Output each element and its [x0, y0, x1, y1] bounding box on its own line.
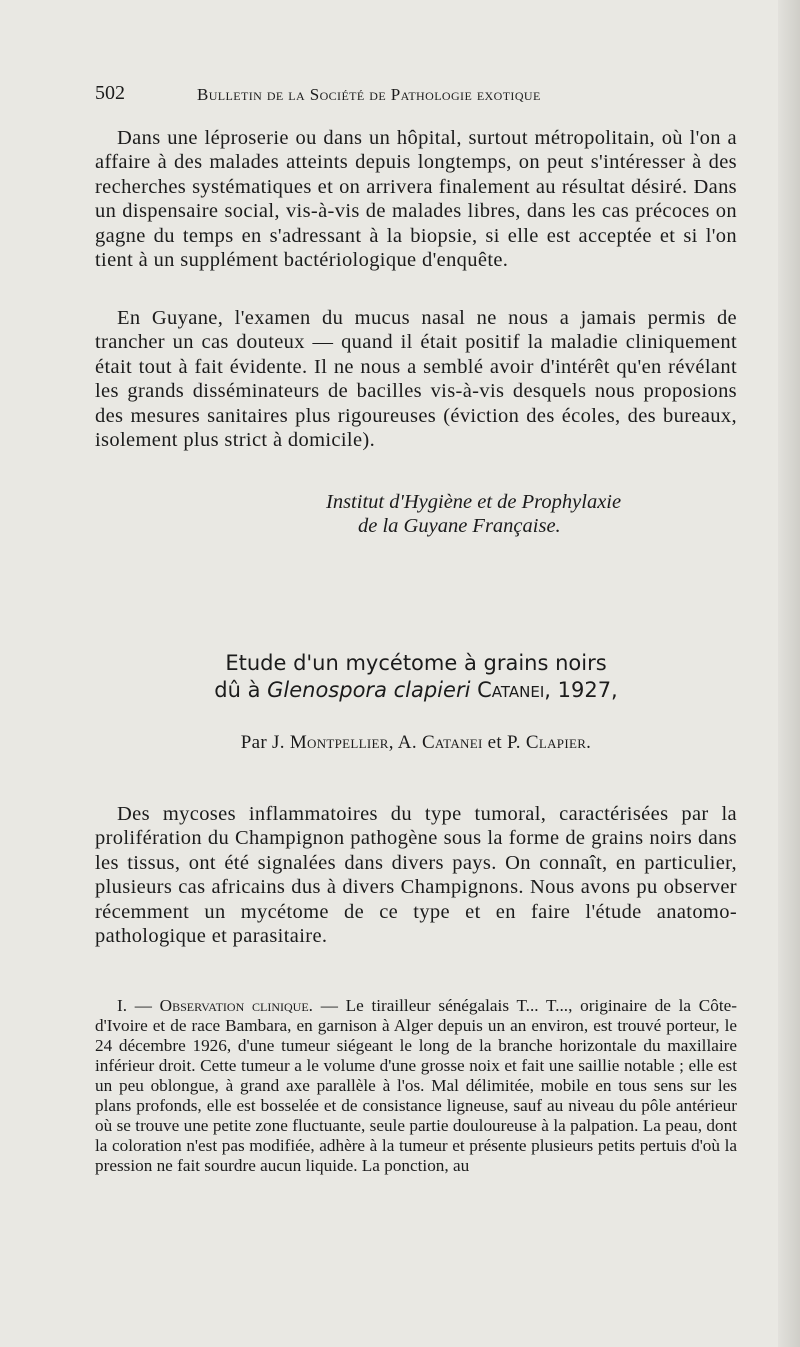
- paragraph-clinical-observation: [95, 996, 737, 1176]
- authors-prefix: Par J.: [240, 732, 285, 753]
- article-title-line-1: Etude d'un mycétome à grains noirs: [225, 651, 607, 675]
- affiliation-line-2: de la Guyane Française.: [358, 515, 561, 537]
- author-separator-2: et P.: [482, 732, 521, 753]
- author-catanei: Catanei: [421, 732, 483, 753]
- title-year: , 1927,: [544, 678, 618, 702]
- running-head: Bulletin de la Société de Pathologie exotique: [197, 85, 541, 104]
- page-edge-shadow: [778, 0, 800, 1347]
- article-authors: [95, 732, 737, 754]
- page-header: [95, 82, 745, 108]
- article-title-line-2: [95, 677, 737, 704]
- paragraph-leprosy-research: Dans une léproserie ou dans un hôpital, surtout métropolitain, où l'on a affaire à des malades atteints depuis longtemps, on peut s'intéresser à des recherches systématiques et on arrivera finalement au résultat désiré. Dans un dispensaire social, vis-à-vis de malades libres, dans les cas précoces on gagne du temps en s'adressant à la biopsie, si elle est acceptée et si l'on tient à un supplément bactériologique d'enquête.: [95, 127, 737, 272]
- title-prefix: dû à: [214, 678, 261, 702]
- author-clapier: Clapier.: [525, 732, 592, 753]
- author-montpellier: Montpellier: [289, 732, 389, 753]
- title-author: Catanei: [477, 678, 545, 702]
- affiliation: [300, 490, 720, 538]
- author-separator-1: , A.: [388, 732, 417, 753]
- paragraph-guyane-mucus: En Guyane, l'examen du mucus nasal ne nous a jamais permis de trancher un cas douteux — quand il était positif la maladie cliniquement était tout à fait évidente. Il ne nous a semblé avoir d'intérêt qu'en révélant les grands disséminateurs de bacilles vis-à-vis desquels nous proposions des mesures sanitaires plus rigoureuses (éviction des écoles, des bureaux, isolement plus strict à domicile).: [95, 307, 737, 452]
- title-species: Glenospora clapieri: [267, 678, 471, 702]
- paragraph-mycoses-intro: Des mycoses inflammatoires du type tumoral, caractérisées par la prolifération du Champignon pathogène sous la forme de grains noirs dans les tissus, ont été signalées dans divers pays. On connaît, en particulier, plusieurs cas africains dus à divers Champignons. Nous avons pu observer récemment un mycétome de ce type et en faire l'étude anatomo-pathologique et parasitaire.: [95, 803, 737, 948]
- article-title: [95, 650, 737, 704]
- page-number: 502: [95, 82, 125, 104]
- observation-text: — Le tirailleur sénégalais T... T..., originaire de la Côte-d'Ivoire et de race Bambara, en garnison à Alger depuis un an environ, est trouvé porteur, le 24 décembre 1926, d'une tumeur siégeant le long de la branche horizontale du maxillaire inférieur droit. Cette tumeur a le volume d'une grosse noix et fait une saillie notable ; elle est un peu oblongue, à grand axe parallèle à l'os. Mal délimitée, mobile en tous sens sur les plans profonds, elle est bosselée et de consistance ligneuse, sauf au niveau du pôle antérieur où se trouve une petite zone fluctuante, seule partie douloureuse à la palpation. La peau, dont la coloration n'est pas modifiée, adhère à la tumeur et présente plusieurs petits pertuis d'où la pression ne fait sourdre aucun liquide. La ponction, au: [95, 996, 737, 1175]
- affiliation-line-1: Institut d'Hygiène et de Prophylaxie: [326, 491, 622, 513]
- section-heading-observation: I. — Observation clinique.: [117, 996, 313, 1015]
